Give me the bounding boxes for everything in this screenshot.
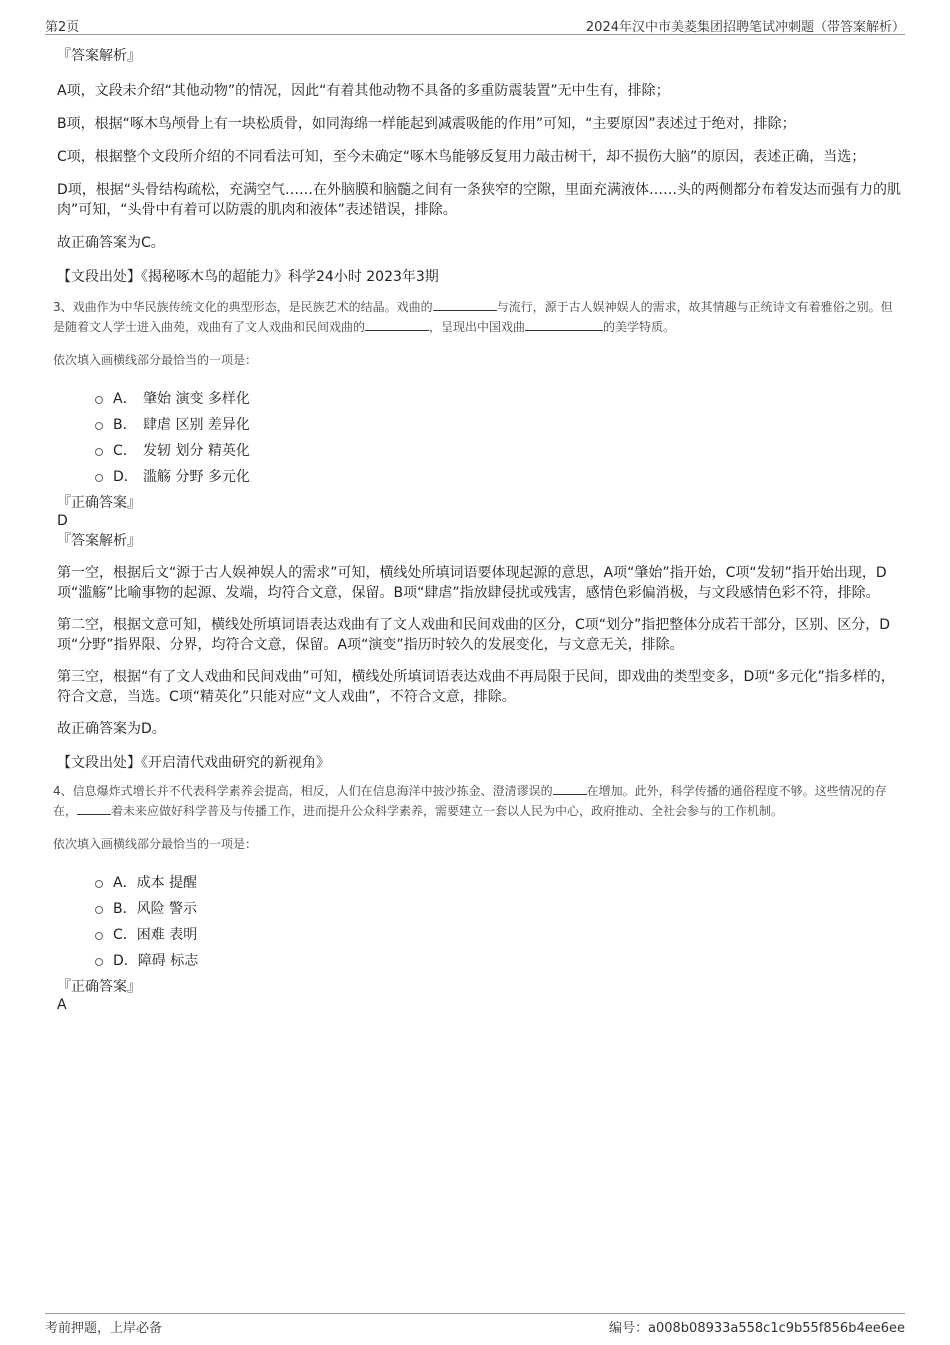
question-prompt: 依次填入画横线部分最恰当的一项是：: [53, 353, 258, 367]
radio-icon[interactable]: [95, 906, 103, 914]
radio-icon[interactable]: [95, 448, 103, 456]
radio-icon[interactable]: [95, 396, 103, 404]
source-citation: 【文段出处】《开启清代戏曲研究的新视角》: [57, 755, 330, 771]
option-list: [95, 385, 905, 489]
fill-blank: [553, 782, 587, 795]
document-title: 2024年汉中市美菱集团招聘笔试冲刺题（带答案解析）: [585, 20, 905, 35]
analysis-paragraph: 第三空，根据“有了文人戏曲和民间戏曲”可知，横线处所填词语表达戏曲不再局限于民间，即戏曲的类型变多，D项“多元化”指多样的，符合文意，当选。C项“精英化”只能对应“文人戏曲”，不符合文意，排除。: [57, 669, 895, 705]
page-content: [45, 44, 905, 1013]
radio-icon[interactable]: [95, 474, 103, 482]
analysis-paragraph: C项，根据整个文段所介绍的不同看法可知，至今未确定“啄木鸟能够反复用力敲击树干，却不损伤大脑”的原因，表述正确，当选；: [57, 149, 866, 165]
option-text: 风险 警示: [136, 901, 198, 917]
option-text: 肇始 演变 多样化: [143, 391, 250, 407]
stem-text: 在增加。此外，科学传播的通俗程度不够。这些情况的存在，: [53, 784, 887, 818]
option-a[interactable]: [95, 385, 905, 411]
footer-slogan: 考前押题，上岸必备: [45, 1321, 163, 1336]
fill-blank: [77, 802, 111, 815]
analysis-label: 『答案解析』: [57, 533, 141, 549]
conclusion-paragraph: 故正确答案为D。: [57, 721, 166, 737]
question-stem: [53, 297, 903, 337]
analysis-paragraph: 第一空，根据后文“源于古人娱神娱人的需求”可知，横线处所填词语要体现起源的意思，A项“肇始”指开始，C项“发轫”指开始出现，D项“滥觞”比喻事物的起源、发端，均符合文意，保留。B项“肆虐”指放肆侵扰或残害，感情色彩偏消极，与文段感情色彩不符，排除。: [57, 565, 887, 601]
option-d[interactable]: [95, 463, 905, 489]
option-b[interactable]: [95, 411, 905, 437]
document-code: 编号：a008b08933a558c1c9b55f856b4ee6ee: [609, 1321, 905, 1336]
fill-blank: [525, 318, 603, 331]
option-d[interactable]: [95, 947, 905, 973]
option-c[interactable]: [95, 437, 905, 463]
correct-answer-label: 『正确答案』: [57, 979, 141, 995]
option-c[interactable]: [95, 921, 905, 947]
option-letter: A．: [113, 391, 137, 407]
page-number: 第2页: [45, 20, 80, 35]
option-a[interactable]: [95, 869, 905, 895]
source-citation: 【文段出处】《揭秘啄木鸟的超能力》科学24小时 2023年3期: [57, 269, 439, 285]
analysis-paragraph: A项，文段未介绍“其他动物”的情况，因此“有着其他动物不具备的多重防震装置”无中生有，排除；: [57, 83, 670, 99]
stem-text: 着未来应做好科学普及与传播工作，进而提升公众科学素养，需要建立一套以人民为中心，政府推动、全社会参与的工作机制。: [111, 804, 784, 818]
analysis-paragraph: 第二空，根据文意可知，横线处所填词语表达戏曲有了文人戏曲和民间戏曲的区分，C项“划分”指把整体分成若干部分，区别、区分，D项“分野”指界限、分界，均符合文意，保留。A项“演变”指历时较久的发展变化，与文意无关，排除。: [57, 617, 891, 653]
page-header: [45, 14, 905, 35]
stem-text: ，呈现出中国戏曲: [429, 320, 526, 334]
option-letter: C．: [113, 927, 137, 943]
option-text: 发轫 划分 精英化: [143, 443, 250, 459]
option-list: [95, 869, 905, 973]
option-text: 困难 表明: [136, 927, 198, 943]
question-prompt: 依次填入画横线部分最恰当的一项是：: [53, 837, 258, 851]
radio-icon[interactable]: [95, 880, 103, 888]
fill-blank: [433, 298, 497, 311]
analysis-paragraph: B项，根据“啄木鸟颅骨上有一块松质骨，如同海绵一样能起到减震吸能的作用”可知，“主要原因”表述过于绝对，排除；: [57, 116, 796, 132]
option-letter: B．: [113, 417, 137, 433]
option-letter: D．: [113, 953, 138, 969]
stem-text: 3、戏曲作为中华民族传统文化的典型形态，是民族艺术的结晶。戏曲的: [53, 300, 433, 314]
option-letter: A．: [113, 875, 137, 891]
stem-text: 与流行，源于古人娱神娱人的需求，故其情趣与正统诗文有着雅俗之别。但是随着文人学士进入曲苑，戏曲有了文人戏曲和民间戏曲的: [53, 300, 893, 334]
stem-text: 的美学特质。: [603, 320, 676, 334]
analysis-label: 『答案解析』: [57, 48, 141, 64]
option-text: 滥觞 分野 多元化: [143, 469, 250, 485]
correct-answer: A: [57, 997, 67, 1013]
option-letter: C．: [113, 443, 137, 459]
option-b[interactable]: [95, 895, 905, 921]
option-text: 肆虐 区别 差异化: [143, 417, 250, 433]
page-footer: [45, 1313, 905, 1336]
radio-icon[interactable]: [95, 932, 103, 940]
analysis-paragraph: D项，根据“头骨结构疏松，充满空气……在外脑膜和脑髓之间有一条狭窄的空隙，里面充满液体……头的两侧都分布着发达而强有力的肌肉”可知，“头骨中有着可以防震的肌肉和液体”表述错误，排除。: [57, 182, 902, 218]
conclusion-paragraph: 故正确答案为C。: [57, 235, 165, 251]
radio-icon[interactable]: [95, 958, 103, 966]
option-letter: D．: [113, 469, 138, 485]
radio-icon[interactable]: [95, 422, 103, 430]
option-text: 障碍 标志: [137, 953, 199, 969]
question-stem: [53, 781, 903, 821]
option-letter: B．: [113, 901, 137, 917]
option-text: 成本 提醒: [136, 875, 198, 891]
fill-blank: [365, 318, 429, 331]
stem-text: 4、信息爆炸式增长并不代表科学素养会提高，相反，人们在信息海洋中披沙拣金、澄清谬误的: [53, 784, 553, 798]
correct-answer-label: 『正确答案』: [57, 495, 141, 511]
correct-answer: D: [57, 513, 68, 529]
